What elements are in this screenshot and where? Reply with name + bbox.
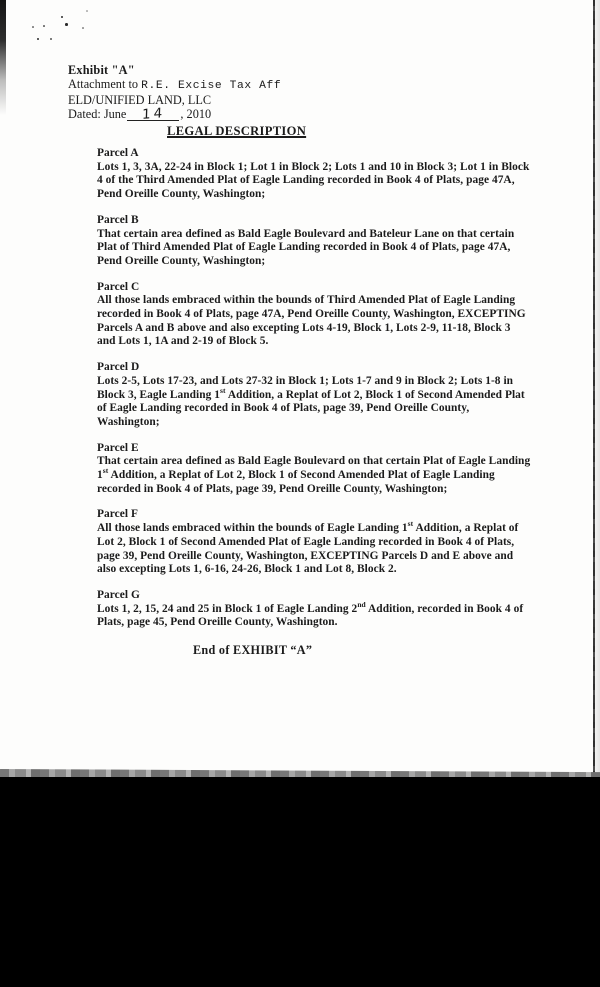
- document-title: LEGAL DESCRIPTION: [167, 124, 307, 138]
- attachment-prefix: Attachment to: [68, 77, 139, 91]
- parcel-heading: Parcel E: [97, 441, 139, 454]
- parcel-section-b: [97, 214, 531, 269]
- parcel-heading: Parcel B: [97, 213, 139, 226]
- parcel-text: That certain area defined as Bald Eagle Boulevard on that certain Plat of Eagle Landing 1st Addition, a Replat of Lot 2, Block 1 of Second Amended Plat of Eagle Landing recorded in Book 4 of Plats, page 39, Pend Oreille County, Washington;: [97, 455, 531, 495]
- document-body: [97, 147, 531, 658]
- parcel-section-g: [97, 589, 531, 630]
- scan-edge-shade-right: [595, 0, 600, 778]
- company-name: ELD/UNIFIED LAND, LLC: [68, 93, 212, 107]
- pencil-speck: [61, 16, 63, 18]
- pencil-speck: [65, 23, 68, 26]
- date-blank-underline: [127, 107, 179, 121]
- parcel-text: Lots 2-5, Lots 17-23, and Lots 27-32 in Block 1; Lots 1-7 and 9 in Block 2; Lots 1-8 in Block 3, Eagle Landing 1st Addition, a Replat of Lot 2, Block 1 of Second Amended Plat of Eagle Landing recorded in Book 4 of Plats, page 39, Pend Oreille County, Washington;: [97, 374, 525, 428]
- parcel-section-e: [97, 442, 531, 497]
- parcel-heading: Parcel A: [97, 147, 139, 159]
- parcel-heading: Parcel F: [97, 508, 138, 521]
- handwritten-date: 14: [141, 105, 166, 123]
- parcel-section-a: [97, 147, 531, 202]
- attachment-typed-text: R.E. Excise Tax Aff: [141, 80, 282, 92]
- exhibit-title: Exhibit "A": [68, 63, 135, 77]
- dated-line: [68, 107, 306, 121]
- document-header: [68, 63, 306, 138]
- parcel-text: Lots 1, 3, 3A, 22-24 in Block 1; Lot 1 in Block 2; Lots 1 and 10 in Block 3; Lot 1 in Block 4 of the Third Amended Plat of Eagle Landing recorded in Book 4 of Plats, page 47A, Pend Oreille County, Washington;: [97, 160, 530, 201]
- parcel-section-d: [97, 361, 531, 430]
- pencil-speck: [82, 27, 84, 29]
- pencil-speck: [50, 38, 52, 40]
- parcel-heading: Parcel C: [97, 280, 140, 293]
- parcel-text: Lots 1, 2, 15, 24 and 25 in Block 1 of Eagle Landing 2nd Addition, recorded in Book 4 of Plats, page 45, Pend Oreille County, Washington.: [97, 599, 524, 629]
- scan-edge-smudge-top-left: [0, 0, 6, 115]
- dated-prefix: Dated: June: [68, 107, 127, 121]
- attachment-line: [68, 77, 306, 93]
- pencil-speck: [37, 38, 39, 40]
- pencil-speck: [32, 26, 34, 28]
- dated-suffix: , 2010: [180, 107, 212, 121]
- parcel-section-c: [97, 281, 531, 350]
- scanner-black-band: [0, 777, 600, 987]
- parcel-heading: Parcel D: [97, 361, 140, 374]
- pencil-speck: [86, 10, 88, 12]
- parcel-text: That certain area defined as Bald Eagle Boulevard and Bateleur Lane on that certain Plat of Third Amended Plat of Eagle Landing recorded in Book 4 of Plats, page 47A, Pend Oreille County, Washington;: [97, 227, 515, 267]
- parcel-text: All those lands embraced within the bounds of Eagle Landing 1st Addition, a Replat of Lot 2, Block 1 of Second Amended Plat of Eagle Landing recorded in Book 4 of Plats, page 39, Pend Oreille County, Washington, EXCEPTING Parcels D and E above and also excepting Lots 1, 6-16, 24-26, Block 1 and Lot 8, Block 2.: [97, 519, 519, 576]
- parcel-section-f: [97, 508, 531, 577]
- end-of-exhibit: End of EXHIBIT “A”: [193, 643, 313, 658]
- pencil-speck: [43, 25, 45, 27]
- parcel-text: All those lands embraced within the bounds of Third Amended Plat of Eagle Landing recorded in Book 4 of Plats, page 47A, Pend Oreille County, Washington, EXCEPTING Parcels A and B above and also excepting Lots 4-19, Block 1, Lots 2-9, 11-18, Block 3 and Lots 1, 1A and 2-19 of Block 5.: [97, 294, 526, 348]
- parcel-heading: Parcel G: [97, 588, 140, 601]
